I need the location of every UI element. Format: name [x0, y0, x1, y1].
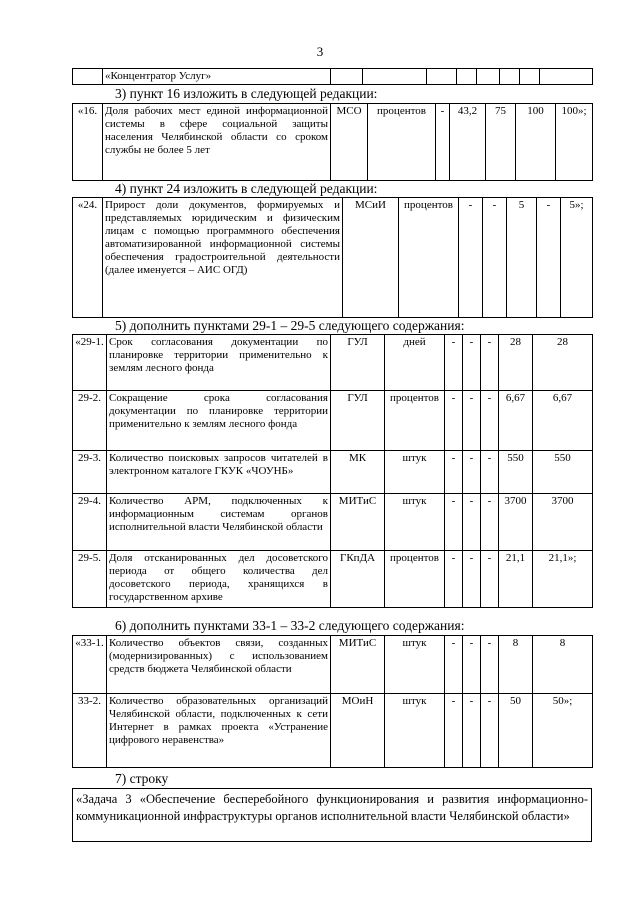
- item-value: -: [445, 636, 463, 694]
- item-value: -: [463, 551, 481, 608]
- section-heading-7: 7) строку: [115, 771, 169, 786]
- item-value: 3700: [499, 494, 533, 551]
- item-unit: штук: [385, 636, 445, 694]
- item-value: 100: [516, 104, 556, 181]
- item-value: -: [436, 104, 450, 181]
- item-org: ГУЛ: [331, 391, 385, 451]
- item-value: 6,67: [533, 391, 593, 451]
- item-value: 28: [533, 335, 593, 391]
- item-number: «24.: [73, 198, 103, 318]
- item-value: -: [445, 494, 463, 551]
- item-unit: процентов: [385, 551, 445, 608]
- table-row-24: [72, 197, 592, 318]
- item-description: Количество образовательных организаций Челябинской области, подключенных к сети Интернет в рамках проекта «Устранение цифрового неравенства»: [107, 694, 331, 768]
- item-unit: штук: [385, 494, 445, 551]
- item-value: -: [445, 551, 463, 608]
- item-unit: процентов: [368, 104, 436, 181]
- item-value: 43,2: [450, 104, 486, 181]
- item-description: Количество поисковых запросов читателей в электронном каталоге ГКУК «ЧОУНБ»: [107, 451, 331, 494]
- item-org: ГУЛ: [331, 335, 385, 391]
- section-heading-3: 3) пункт 16 изложить в следующей редакции:: [115, 86, 378, 101]
- task-row: «Задача 3 «Обеспечение бесперебойного функционирования и развития информационно-коммуникационной инфраструктуры органов исполнительной власти Челябинской области»: [72, 788, 592, 842]
- item-value: -: [481, 636, 499, 694]
- item-value: -: [463, 335, 481, 391]
- item-value: 550: [499, 451, 533, 494]
- item-value: -: [481, 551, 499, 608]
- item-value: 550: [533, 451, 593, 494]
- item-value: 100»;: [556, 104, 593, 181]
- item-description: Доля рабочих мест единой информационной системы в сфере социальной защиты населения Челябинской области со сроком службы не более 5 лет: [103, 104, 331, 181]
- item-value: -: [445, 694, 463, 768]
- item-number: «33-1.: [73, 636, 107, 694]
- item-value: -: [445, 335, 463, 391]
- table-fragment-top: [72, 68, 592, 85]
- item-value: 5: [507, 198, 537, 318]
- item-number: «16.: [73, 104, 103, 181]
- item-value: 21,1»;: [533, 551, 593, 608]
- item-value: -: [537, 198, 561, 318]
- item-number: 33-2.: [73, 694, 107, 768]
- table-row-16: [72, 103, 592, 181]
- item-value: 21,1: [499, 551, 533, 608]
- section-heading-5: 5) дополнить пунктами 29-1 – 29-5 следующего содержания:: [115, 318, 465, 333]
- item-number: «29-1.: [73, 335, 107, 391]
- table-cell: [73, 69, 103, 85]
- item-value: 75: [486, 104, 516, 181]
- item-value: -: [463, 494, 481, 551]
- item-org: МСиИ: [343, 198, 399, 318]
- item-description: Доля отсканированных дел досоветского периода от общего количества дел досоветского периода, хранящихся в государственном архиве: [107, 551, 331, 608]
- item-unit: штук: [385, 451, 445, 494]
- item-value: 6,67: [499, 391, 533, 451]
- page-number: 3: [316, 44, 324, 59]
- section-heading-6: 6) дополнить пунктами 33-1 – 33-2 следующего содержания:: [115, 618, 465, 633]
- item-number: 29-3.: [73, 451, 107, 494]
- item-org: МИТиС: [331, 636, 385, 694]
- item-number: 29-2.: [73, 391, 107, 451]
- item-number: 29-4.: [73, 494, 107, 551]
- section-heading-4: 4) пункт 24 изложить в следующей редакции:: [115, 181, 378, 196]
- item-value: 28: [499, 335, 533, 391]
- item-description: Прирост доли документов, формируемых и представляемых юридическим и физическим лицам с помощью программного обеспечения автоматизированной информационной системы обеспечения градостроительной деятельности (далее именуется – АИС ОГД): [103, 198, 343, 318]
- item-value: -: [445, 451, 463, 494]
- item-value: -: [463, 391, 481, 451]
- item-description: Количество АРМ, подключенных к информационным системам органов исполнительной власти Челябинской области: [107, 494, 331, 551]
- item-org: МСО: [331, 104, 368, 181]
- item-value: -: [481, 391, 499, 451]
- item-value: -: [481, 335, 499, 391]
- item-value: 50»;: [533, 694, 593, 768]
- item-value: -: [463, 694, 481, 768]
- item-value: -: [445, 391, 463, 451]
- table-rows-29: [72, 334, 592, 608]
- item-org: МОиН: [331, 694, 385, 768]
- item-value: 3700: [533, 494, 593, 551]
- item-description: Срок согласования документации по планировке территории применительно к землям лесного фонда: [107, 335, 331, 391]
- item-description: Количество объектов связи, созданных (модернизированных) с использованием средств бюджета Челябинской области: [107, 636, 331, 694]
- item-value: -: [481, 694, 499, 768]
- item-unit: процентов: [399, 198, 459, 318]
- item-value: -: [463, 636, 481, 694]
- item-description: Сокращение срока согласования документации по планировке территории применительно к землям лесного фонда: [107, 391, 331, 451]
- item-org: ГКпДА: [331, 551, 385, 608]
- item-unit: дней: [385, 335, 445, 391]
- item-value: -: [483, 198, 507, 318]
- item-value: -: [481, 451, 499, 494]
- item-org: МИТиС: [331, 494, 385, 551]
- item-value: 8: [499, 636, 533, 694]
- item-value: -: [463, 451, 481, 494]
- item-value: -: [481, 494, 499, 551]
- item-value: 8: [533, 636, 593, 694]
- item-value: 5»;: [561, 198, 593, 318]
- item-unit: штук: [385, 694, 445, 768]
- table-rows-33: [72, 635, 592, 768]
- item-value: -: [459, 198, 483, 318]
- table-cell-desc: «Концентратор Услуг»: [103, 69, 331, 85]
- item-value: 50: [499, 694, 533, 768]
- item-unit: процентов: [385, 391, 445, 451]
- item-number: 29-5.: [73, 551, 107, 608]
- item-org: МК: [331, 451, 385, 494]
